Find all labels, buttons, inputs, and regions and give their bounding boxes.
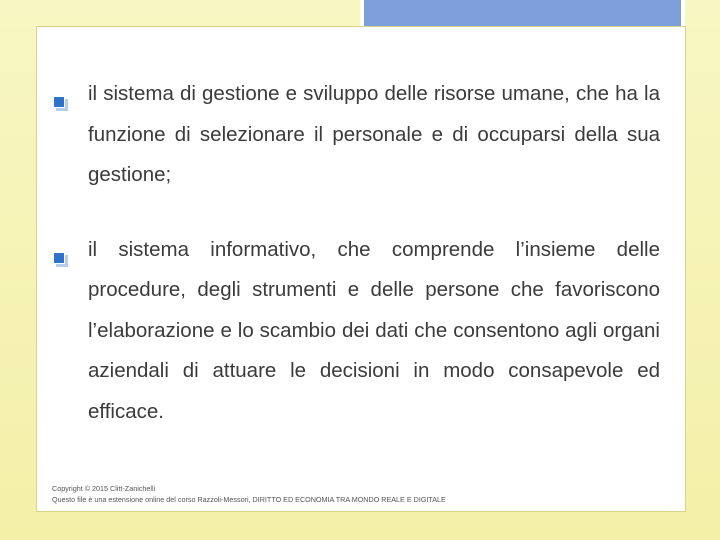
bullet-text-2: il sistema informativo, che comprende l’insieme delle procedure, degli strumenti e delle persone che favoriscono l’elaborazione e lo scambio dei dati che consentono agli organi aziendali di attuare le decisioni in modo consapevole ed efficace. bbox=[88, 237, 660, 423]
bullet-text-1: il sistema di gestione e sviluppo delle risorse umane, che ha la funzione di selezionare il personale e di occuparsi della sua gestione; bbox=[88, 82, 660, 186]
footer-line-1: Copyright © 2015 Clitt-Zanichelli bbox=[52, 484, 156, 493]
footer-line-2: Questo file è una estensione online del corso Razzoli-Messori, DIRITTO ED ECONOMIA TRA MONDO REALE E DIGITALE bbox=[52, 495, 446, 504]
bullet-item-2 bbox=[52, 230, 660, 433]
bullet-item-1 bbox=[52, 74, 660, 196]
square-bullet-icon bbox=[52, 241, 68, 257]
bullet-list bbox=[52, 74, 660, 466]
square-bullet-icon bbox=[52, 85, 68, 101]
copyright-footer bbox=[52, 483, 612, 505]
